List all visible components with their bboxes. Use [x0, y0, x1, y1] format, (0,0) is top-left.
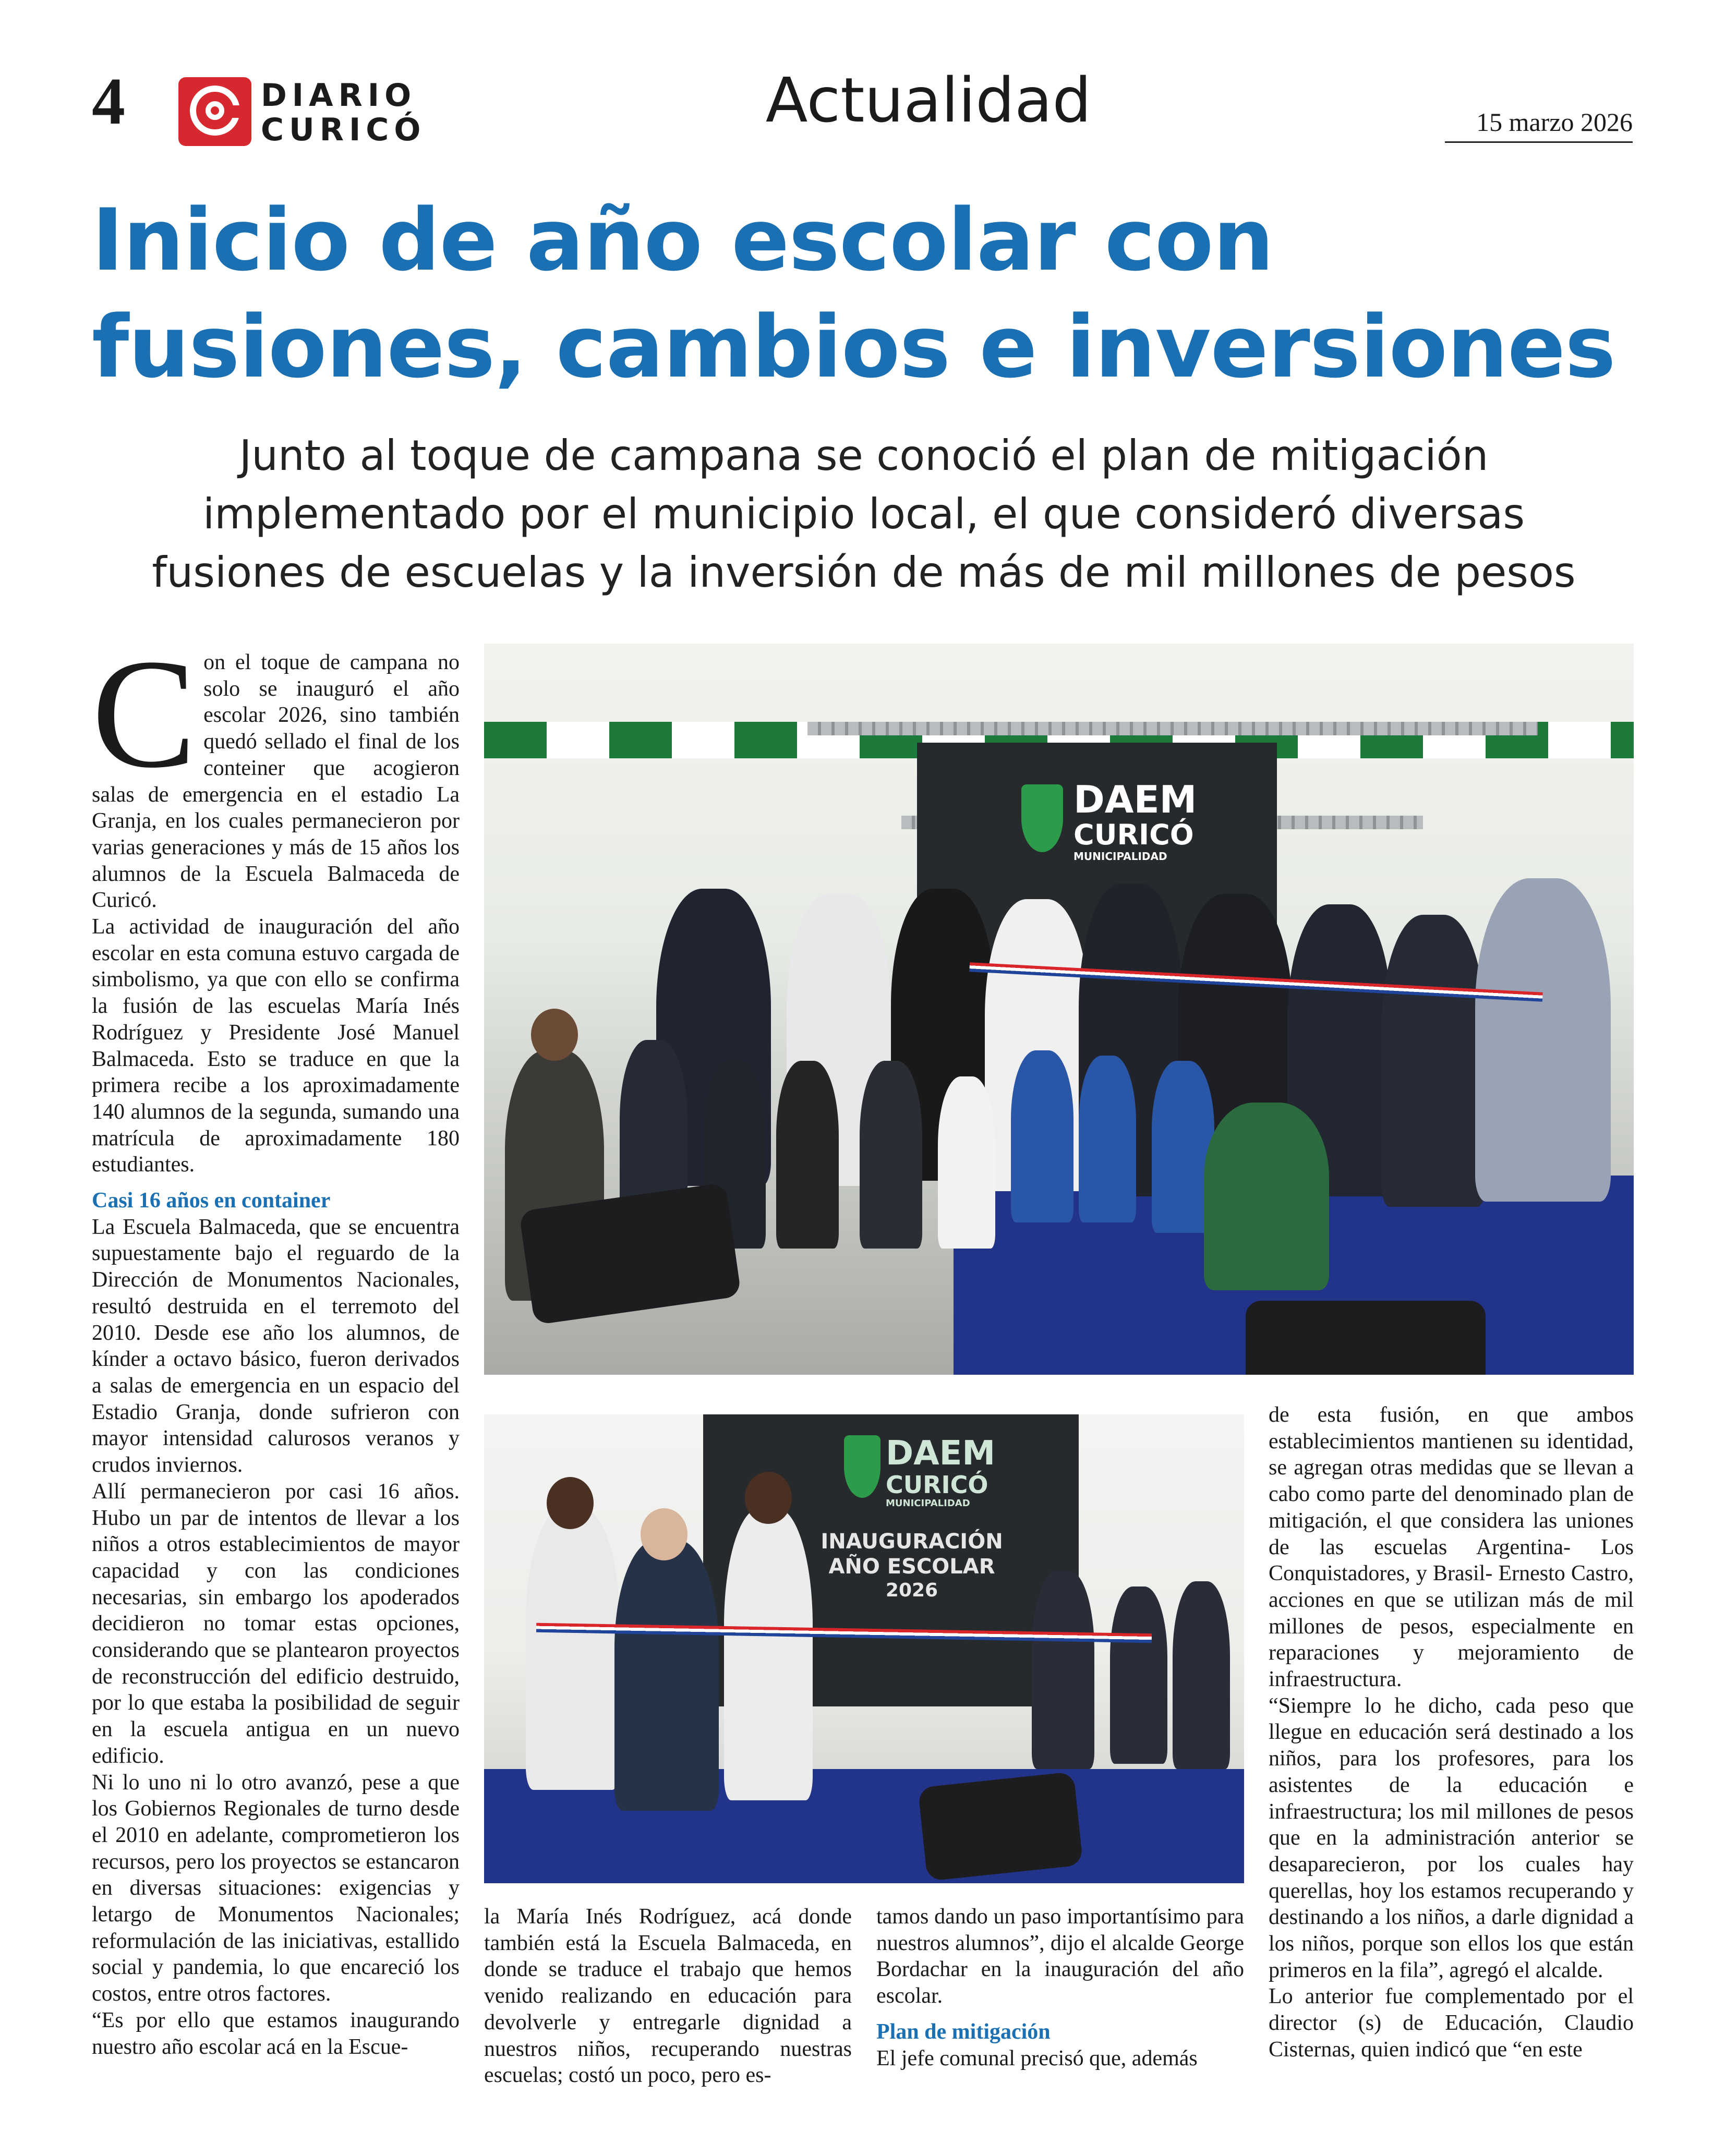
photo-inauguration-ceremony [484, 644, 1634, 1375]
brand-line-1: DIARIO [261, 77, 417, 114]
article-subhead [92, 427, 1636, 602]
paragraph: Allí permanecieron por casi 16 años. Hubo un par de intentos de llevar a los niños a otros establecimientos de mayor capacidad y con las condiciones necesarias, sin embargo los apoderados decidieron no tomar estas opciones, considerando que se plantearon proyectos de reconstrucción del edificio destruido, por lo que estaba la posibilidad de seguir en la escuela antigua en un nuevo edificio. [92, 1479, 460, 1768]
photo2-screen-inauguracion: INAUGURACIÓN [821, 1530, 1003, 1554]
photo2-screen-curico: CURICÓ [886, 1471, 988, 1499]
headline-line-1: Inicio de año escolar con [92, 190, 1274, 290]
stage-speaker [918, 1772, 1083, 1881]
paragraph: “Siempre lo he dicho, cada peso que llegue en educación será destinado a los niños, para los profesores, para los asistentes de la educación e infraestructura; los mil millones de pesos que en la administración anterior se desaparecieron, por los cuales hay querellas, hoy los estamos recuperando y destinando a los niños, a darle dignidad a los niños, porque son ellos los que están primeros en la fila”, agregó el alcalde. [1269, 1693, 1634, 1982]
photo2-screen-ano-escolar: AÑO ESCOLAR [828, 1555, 995, 1579]
section-title: Actualidad [765, 64, 1092, 136]
photo1-screen-curico: CURICÓ [1073, 818, 1194, 851]
section-subtitle: Plan de mitigación [876, 2019, 1051, 2044]
paragraph: El jefe comunal precisó que, además [876, 2046, 1198, 2070]
photo2-screen-daem: DAEM [886, 1434, 996, 1473]
photo-ribbon-cutting [484, 1414, 1244, 1883]
paragraph: tamos dando un paso importantísimo para nuestros alumnos”, dijo el alcalde George Bordachar en la inauguración del año escolar. [876, 1905, 1244, 2008]
photo2-screen-municipalidad: MUNICIPALIDAD [886, 1498, 970, 1509]
headline-line-2: fusiones, cambios e inversiones [92, 297, 1615, 397]
subhead-line-1: Junto al toque de campana se conoció el plan de mitigación [239, 431, 1489, 480]
paragraph: Con el toque de campana no solo se inauguró el año escolar 2026, sino también quedó sellado el final de los conteiner que acogieron salas de emergencia en el estadio La Granja, en los cuales permanecieron por varias generaciones y más de 15 años los alumnos de la Escuela Balmaceda de Curicó. [92, 649, 460, 913]
photo1-screen-municipalidad: MUNICIPALIDAD [1073, 850, 1167, 863]
paragraph: La actividad de inauguración del año escolar en esta comuna estuvo cargada de simbolismo, ya que con ello se confirma la fusión de las escuelas María Inés Rodríguez y Presidente José Manuel Balmaceda. Esto se traduce en que la primera recibe a los aproximadamente 140 alumnos de la segunda, sumando una matrícula de aproximadamente 180 estudiantes. [92, 915, 460, 1177]
subhead-line-3: fusiones de escuelas y la inversión de más de mil millones de pesos [152, 548, 1576, 597]
section-subtitle: Casi 16 años en container [92, 1189, 331, 1213]
diario-curico-logo-icon [178, 77, 251, 146]
text-column-1 [92, 649, 460, 2099]
brand-line-2: CURICÓ [261, 112, 426, 148]
paragraph: de esta fusión, en que ambos establecimientos mantienen su identidad, se agregan otras medidas que se llevan a cabo como parte del denominado plan de mitigación, el que considera las uniones de las escuelas Argentina- Los Conquistadores, y Brasil- Ernesto Castro, acciones en que se utilizan más de mil millones de pesos, especialmente en reparaciones y mejoramiento de infraestructura. [1269, 1403, 1634, 1692]
paragraph: la María Inés Rodríguez, acá donde también está la Escuela Balmaceda, en donde se traduce el trabajo que hemos venido realizando en educación para devolverle y entregarle dignidad a nuestros niños, recuperando nuestras escuelas; costó un poco, pero es- [484, 1905, 852, 2088]
daem-shield-icon [844, 1435, 880, 1498]
text-column-2 [484, 1904, 852, 2102]
daem-shield-icon [1021, 784, 1063, 852]
paragraph: “Es por ello que estamos inaugurando nuestro año escolar acá en la Escue- [92, 2008, 460, 2059]
photo1-screen-daem: DAEM [1073, 778, 1197, 821]
article-headline [92, 187, 1657, 401]
brand-name [261, 78, 426, 147]
issue-date: 15 marzo 2026 [1445, 107, 1633, 143]
photo2-screen-year: 2026 [885, 1580, 938, 1601]
paragraph: La Escuela Balmaceda, que se encuentra supuestamente bajo el reguardo de la Dirección de Monumentos Nacionales, resultó destruida en el terremoto del 2010. Desde ese año los alumnos, de kínder a octavo básico, fueron derivados a salas de emergencia en un espacio del Estadio Granja, donde sufrieron con mayor intensidad calurosos veranos y crudos inviernos. [92, 1215, 460, 1477]
text-column-4 [1269, 1402, 1634, 2106]
text-column-3 [876, 1904, 1244, 2102]
paragraph: Ni lo uno ni lo otro avanzó, pese a que los Gobiernos Regionales de turno desde el 2010 en adelante, comprometieron los recursos, pero los proyectos se estancaron en diversas situaciones: exigencias y letargo de Monumentos Nacionales; reformulación de las iniciativas, estallido social y pandemia, lo que encareció los costos, entre otros factores. [92, 1770, 460, 2006]
paragraph: Lo anterior fue complementado por el director (s) de Educación, Claudio Cisternas, quien indicó que “en este [1269, 1984, 1634, 2062]
drop-cap: C [92, 649, 197, 800]
subhead-line-2: implementado por el municipio local, el que consideró diversas [202, 490, 1525, 538]
page-number: 4 [92, 64, 125, 138]
